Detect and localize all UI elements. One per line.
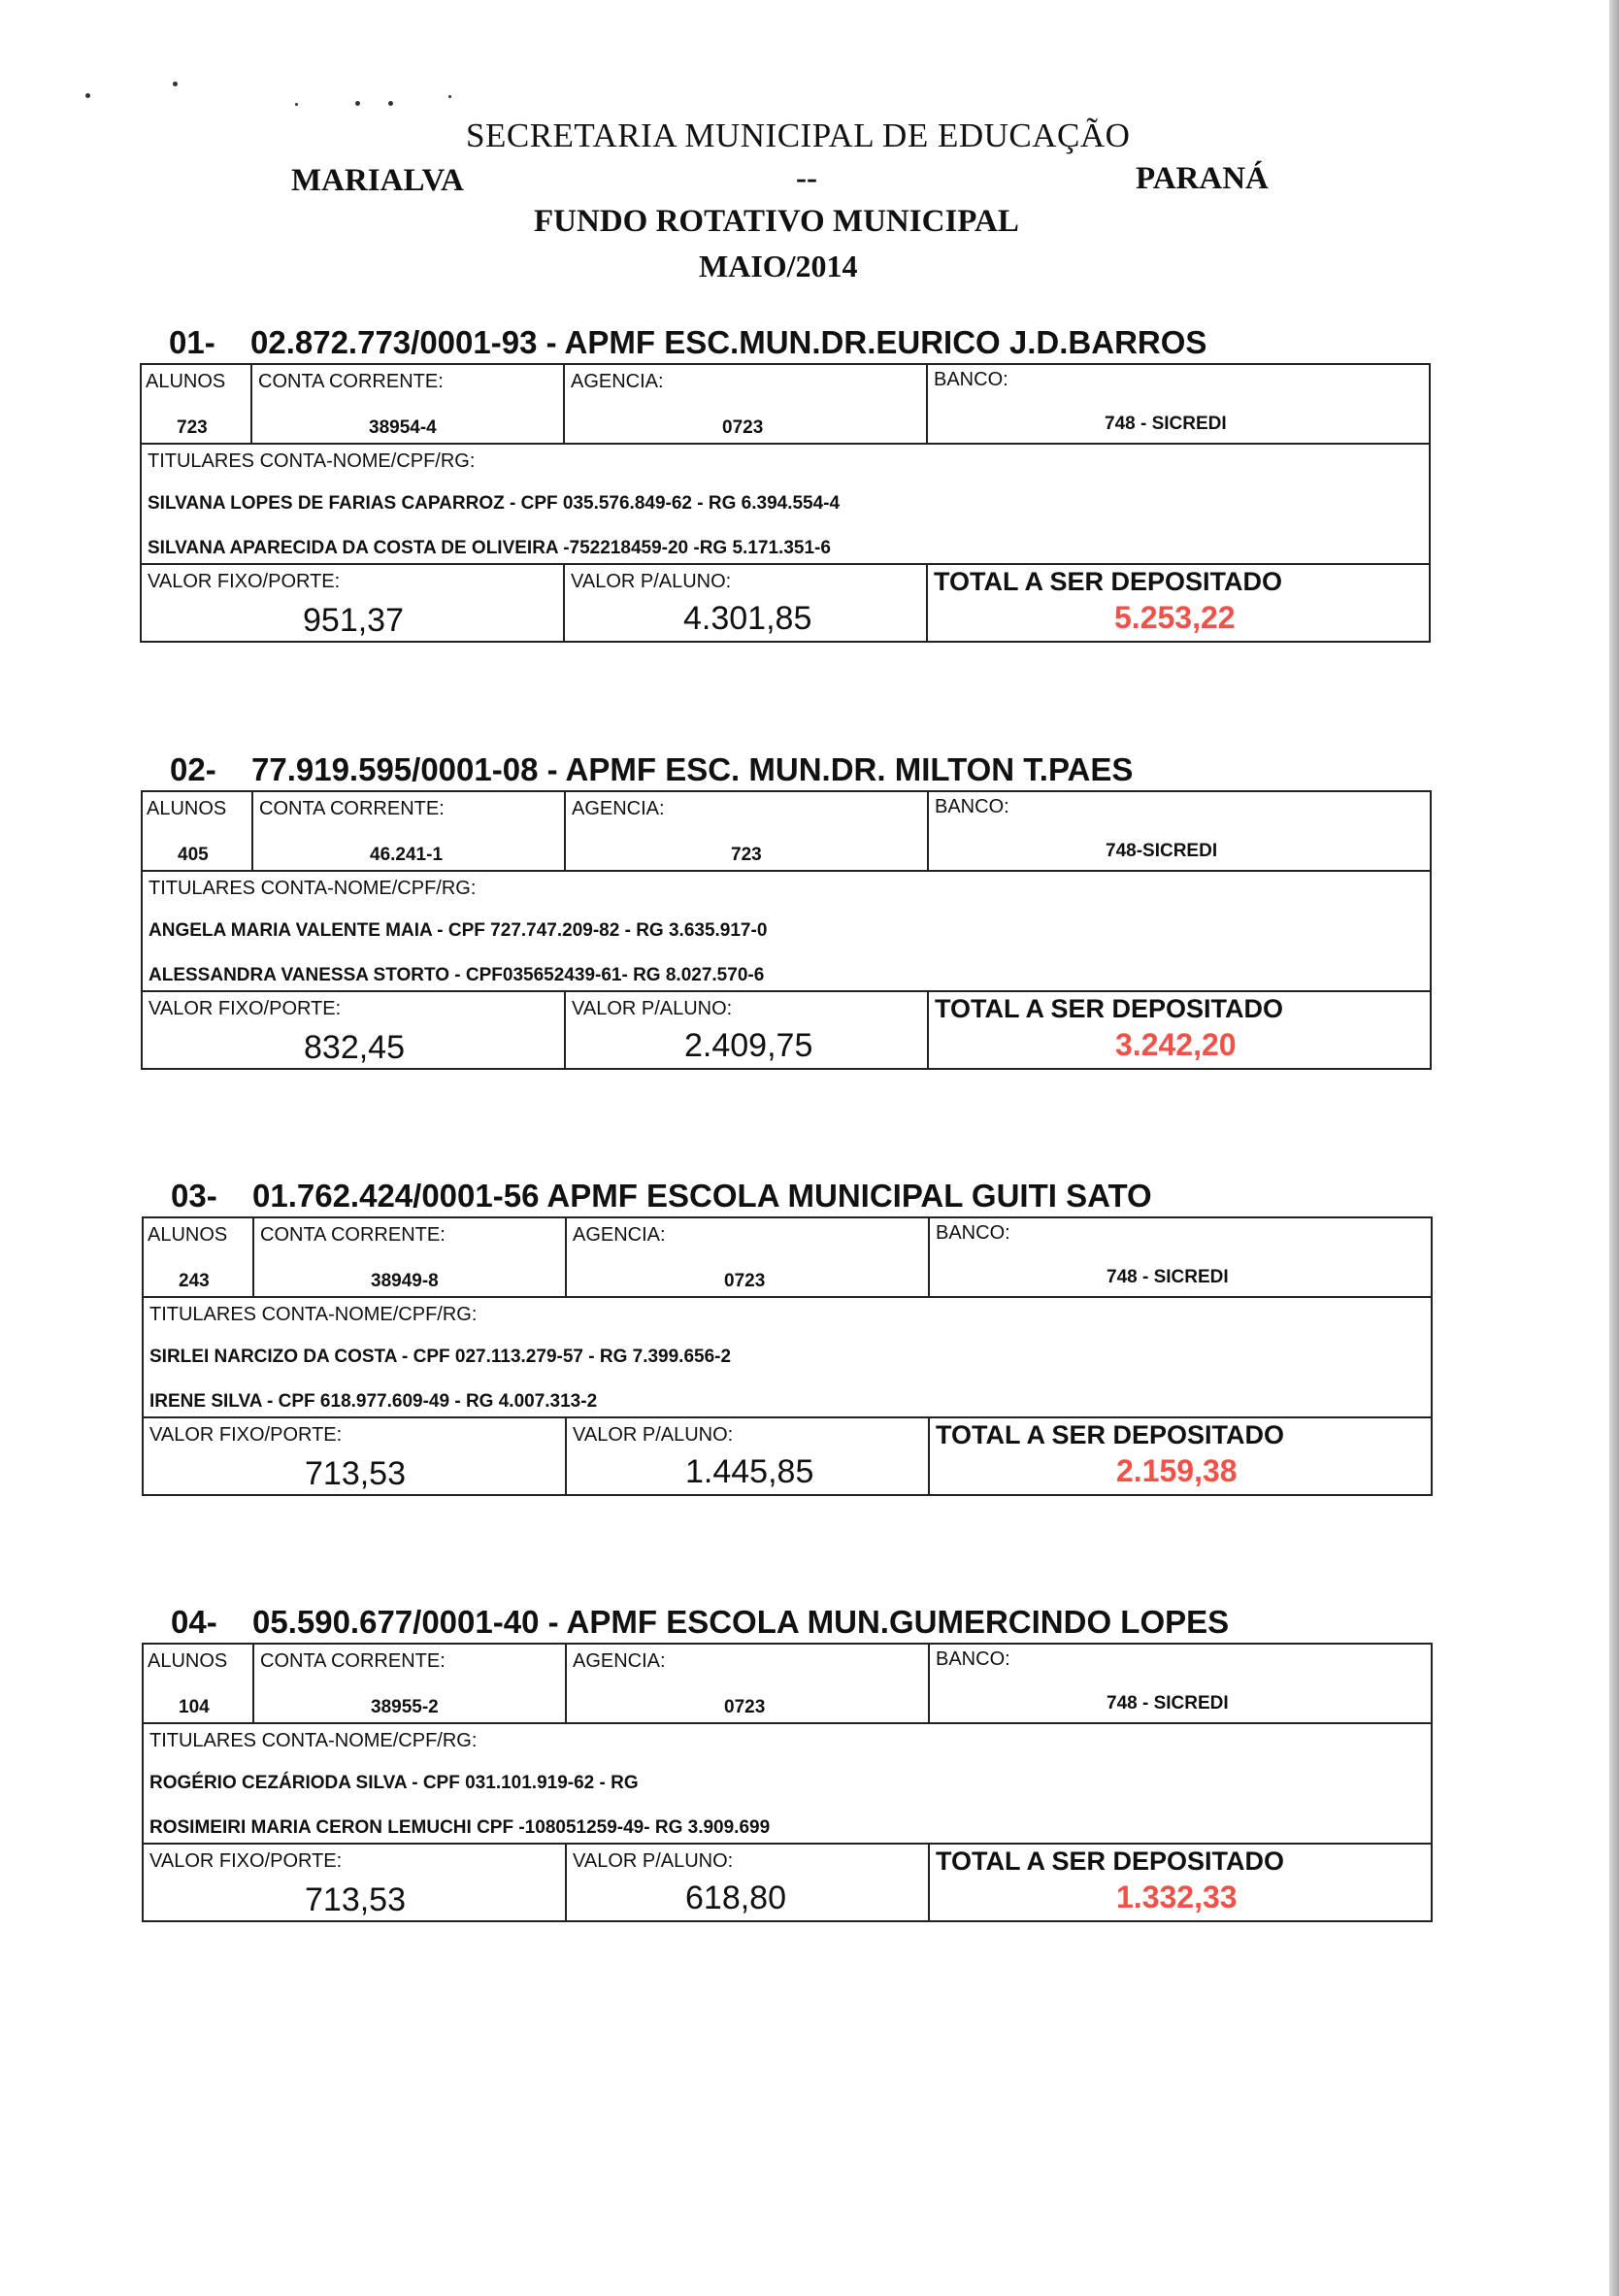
account-table (141, 790, 1432, 1070)
valor-fixo-cell (144, 1845, 565, 1920)
titulares-cell (143, 872, 1430, 990)
alunos-label: ALUNOS (148, 1224, 228, 1246)
conta-value: 38949-8 (371, 1271, 439, 1291)
conta-cell (253, 792, 564, 870)
banco-cell (930, 1645, 1431, 1722)
conta-value: 46.241-1 (370, 845, 444, 865)
valor-aluno-label: VALOR P/ALUNO: (573, 1424, 734, 1446)
valor-fixo-cell (144, 1418, 565, 1494)
valor-aluno-label: VALOR P/ALUNO: (572, 998, 733, 1019)
valor-fixo-label: VALOR FIXO/PORTE: (149, 998, 342, 1019)
alunos-value: 723 (177, 417, 208, 438)
total-value: 2.159,38 (1116, 1453, 1238, 1488)
total-cell (930, 1845, 1431, 1920)
valor-fixo-label: VALOR FIXO/PORTE: (149, 1850, 343, 1872)
section-cnpj-name: 01.762.424/0001-56 APMF ESCOLA MUNICIPAL GUITI SATO (252, 1178, 1152, 1214)
alunos-cell (144, 1218, 252, 1296)
state-heading: PARANÁ (1136, 161, 1269, 196)
alunos-value: 243 (179, 1271, 210, 1291)
valor-fixo-label: VALOR FIXO/PORTE: (148, 571, 341, 592)
conta-value: 38954-4 (369, 417, 437, 438)
valor-fixo-cell (143, 992, 564, 1068)
banco-label: BANCO: (936, 1222, 1010, 1244)
holder-1: ANGELA MARIA VALENTE MAIA - CPF 727.747.209-82 - RG 3.635.917-0 (149, 920, 768, 941)
total-label: TOTAL A SER DEPOSITADO (936, 1847, 1285, 1876)
holder-1: ROGÉRIO CEZÁRIODA SILVA - CPF 031.101.919-62 - RG (149, 1773, 639, 1793)
fund-heading: FUNDO ROTATIVO MUNICIPAL (534, 204, 1019, 239)
total-value: 1.332,33 (1116, 1880, 1238, 1914)
holder-2: IRENE SILVA - CPF 618.977.609-49 - RG 4.007.313-2 (149, 1391, 598, 1412)
alunos-value: 405 (178, 845, 209, 865)
agencia-value: 0723 (724, 1697, 766, 1717)
agencia-value: 0723 (722, 417, 764, 438)
valor-fixo-value: 951,37 (303, 602, 404, 639)
section-title (169, 324, 1206, 361)
banco-label: BANCO: (935, 796, 1009, 817)
month-heading: MAIO/2014 (699, 249, 858, 283)
conta-label: CONTA CORRENTE: (260, 1650, 446, 1672)
total-label: TOTAL A SER DEPOSITADO (934, 567, 1283, 596)
agencia-value: 0723 (724, 1271, 766, 1291)
section-title (171, 1604, 1229, 1641)
valor-aluno-cell (567, 1418, 928, 1494)
titulares-label: TITULARES CONTA-NOME/CPF/RG: (149, 1304, 478, 1325)
account-table (140, 363, 1431, 643)
valor-aluno-value: 4.301,85 (683, 600, 812, 637)
valor-aluno-cell (565, 565, 926, 641)
section-title (170, 751, 1133, 788)
scan-page-edge (1609, 0, 1619, 2296)
holder-2: ALESSANDRA VANESSA STORTO - CPF035652439-61- RG 8.027.570-6 (149, 965, 765, 985)
valor-fixo-value: 832,45 (304, 1029, 405, 1066)
holder-2: SILVANA APARECIDA DA COSTA DE OLIVEIRA -752218459-20 -RG 5.171.351-6 (148, 538, 831, 558)
conta-cell (254, 1218, 565, 1296)
banco-label: BANCO: (936, 1648, 1010, 1670)
agencia-label: AGENCIA: (573, 1224, 666, 1246)
agencia-label: AGENCIA: (572, 798, 665, 819)
section-number: 04- (171, 1604, 217, 1640)
holder-1: SIRLEI NARCIZO DA COSTA - CPF 027.113.279-57 - RG 7.399.656-2 (149, 1347, 732, 1367)
conta-label: CONTA CORRENTE: (260, 1224, 446, 1246)
titulares-label: TITULARES CONTA-NOME/CPF/RG: (149, 878, 477, 899)
agencia-cell (565, 365, 926, 443)
section-cnpj-name: 05.590.677/0001-40 - APMF ESCOLA MUN.GUMERCINDO LOPES (252, 1604, 1230, 1640)
agencia-cell (567, 1218, 928, 1296)
alunos-cell (144, 1645, 252, 1722)
valor-fixo-label: VALOR FIXO/PORTE: (149, 1424, 343, 1446)
section-number: 03- (171, 1178, 217, 1214)
total-cell (929, 992, 1430, 1068)
titulares-label: TITULARES CONTA-NOME/CPF/RG: (148, 450, 476, 472)
conta-cell (254, 1645, 565, 1722)
banco-label: BANCO: (934, 369, 1008, 390)
total-value: 5.253,22 (1114, 600, 1236, 635)
valor-fixo-value: 713,53 (305, 1455, 406, 1492)
valor-aluno-value: 618,80 (685, 1880, 786, 1916)
conta-label: CONTA CORRENTE: (258, 371, 444, 392)
banco-cell (928, 365, 1429, 443)
valor-aluno-value: 2.409,75 (684, 1027, 813, 1064)
valor-aluno-label: VALOR P/ALUNO: (573, 1850, 734, 1872)
section-number: 02- (170, 751, 216, 787)
banco-value: 748-SICREDI (1106, 841, 1218, 861)
agencia-value: 723 (731, 845, 762, 865)
holder-1: SILVANA LOPES DE FARIAS CAPARROZ - CPF 035.576.849-62 - RG 6.394.554-4 (148, 493, 841, 514)
titulares-cell (144, 1724, 1431, 1843)
valor-aluno-value: 1.445,85 (685, 1453, 814, 1490)
account-table (142, 1643, 1433, 1922)
city-heading: MARIALVA (291, 163, 464, 198)
valor-fixo-cell (142, 565, 563, 641)
titulares-cell (142, 445, 1429, 563)
agencia-cell (566, 792, 927, 870)
alunos-label: ALUNOS (148, 1650, 228, 1672)
section-cnpj-name: 77.919.595/0001-08 - APMF ESC. MUN.DR. MILTON T.PAES (251, 751, 1134, 787)
banco-cell (930, 1218, 1431, 1296)
agencia-cell (567, 1645, 928, 1722)
conta-cell (252, 365, 563, 443)
total-label: TOTAL A SER DEPOSITADO (935, 994, 1284, 1023)
titulares-cell (144, 1298, 1431, 1416)
total-cell (928, 565, 1429, 641)
agencia-label: AGENCIA: (571, 371, 664, 392)
alunos-value: 104 (179, 1697, 210, 1717)
banco-value: 748 - SICREDI (1105, 414, 1227, 434)
alunos-cell (143, 792, 251, 870)
section-number: 01- (169, 324, 215, 360)
total-cell (930, 1418, 1431, 1494)
alunos-cell (142, 365, 250, 443)
account-table (142, 1216, 1433, 1496)
agencia-label: AGENCIA: (573, 1650, 666, 1672)
conta-label: CONTA CORRENTE: (259, 798, 445, 819)
total-value: 3.242,20 (1115, 1027, 1237, 1062)
total-label: TOTAL A SER DEPOSITADO (936, 1420, 1285, 1449)
secretaria-heading: SECRETARIA MUNICIPAL DE EDUCAÇÃO (466, 116, 1131, 154)
banco-value: 748 - SICREDI (1107, 1693, 1229, 1714)
section-cnpj-name: 02.872.773/0001-93 - APMF ESC.MUN.DR.EURICO J.D.BARROS (250, 324, 1207, 360)
banco-cell (929, 792, 1430, 870)
valor-aluno-label: VALOR P/ALUNO: (571, 571, 732, 592)
titulares-label: TITULARES CONTA-NOME/CPF/RG: (149, 1730, 478, 1751)
heading-separator: -- (796, 161, 817, 196)
valor-aluno-cell (566, 992, 927, 1068)
banco-value: 748 - SICREDI (1107, 1267, 1229, 1287)
alunos-label: ALUNOS (147, 798, 227, 819)
holder-2: ROSIMEIRI MARIA CERON LEMUCHI CPF -108051259-49- RG 3.909.699 (149, 1817, 771, 1838)
valor-aluno-cell (567, 1845, 928, 1920)
section-title (171, 1178, 1152, 1215)
conta-value: 38955-2 (371, 1697, 439, 1717)
alunos-label: ALUNOS (146, 371, 226, 392)
valor-fixo-value: 713,53 (305, 1881, 406, 1918)
